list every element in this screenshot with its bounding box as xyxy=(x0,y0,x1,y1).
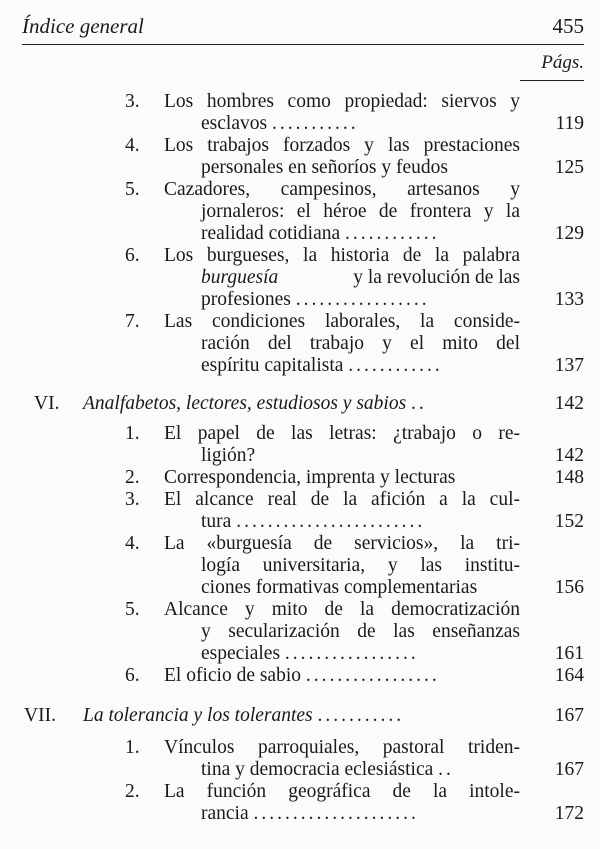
chapter-page: 142 xyxy=(554,393,584,414)
italic-term: burguesía xyxy=(201,267,279,288)
entry-text-line: jornaleros: el héroe de frontera y la xyxy=(201,201,520,222)
entry-page: 125 xyxy=(554,157,584,178)
entry-number: 5. xyxy=(125,179,140,200)
entry-page: 152 xyxy=(554,511,584,532)
entry-text-line: Los burgueses, la historia de la palabra xyxy=(164,245,520,266)
entry-text-line: El papel de las letras: ¿trabajo o re- xyxy=(164,423,520,444)
chapter-roman: VII. xyxy=(24,705,56,726)
entry-page: 142 xyxy=(554,445,584,466)
entry-page: 156 xyxy=(554,577,584,598)
entry-text-line: esclavos ........... xyxy=(201,113,359,134)
running-head xyxy=(22,14,584,45)
entry-number: 7. xyxy=(125,311,140,332)
entry-text-line: personales en señoríos y feudos xyxy=(201,157,448,178)
entry-text-line: ciones formativas complementarias xyxy=(201,577,478,598)
pags-rule xyxy=(520,80,584,81)
entry-text-line: El oficio de sabio ................. xyxy=(164,665,440,686)
entry-number: 2. xyxy=(125,467,140,488)
entry-page: 161 xyxy=(554,643,584,664)
entry-page: 129 xyxy=(554,223,584,244)
running-head-title: Índice general xyxy=(22,14,144,38)
entry-text-line: y secularización de las enseñanzas xyxy=(201,621,520,642)
running-head-page-number: 455 xyxy=(552,14,584,38)
entry-number: 3. xyxy=(125,91,140,112)
entry-text-line: tina y democracia eclesiástica .. xyxy=(201,759,454,780)
entry-number: 1. xyxy=(125,423,140,444)
entry-number: 4. xyxy=(125,533,140,554)
entry-text-line: burguesía y la revolución de las xyxy=(201,267,520,288)
entry-text-line: especiales ................. xyxy=(201,643,419,664)
entry-text-line: La «burguesía de servicios», la tri- xyxy=(164,533,520,554)
entry-text-line: La función geográfica de la intole- xyxy=(164,781,520,802)
entry-text-line: Los hombres como propiedad: siervos y xyxy=(164,91,520,112)
entry-page: 137 xyxy=(554,355,584,376)
entry-text-line: Vínculos parroquiales, pastoral triden- xyxy=(164,737,520,758)
entry-text-line: Cazadores, campesinos, artesanos y xyxy=(164,179,520,200)
pags-label: Págs. xyxy=(541,52,584,73)
entry-text-line: rancia ..................... xyxy=(201,803,419,824)
entry-page: 164 xyxy=(554,665,584,686)
entry-number: 4. xyxy=(125,135,140,156)
entry-page: 133 xyxy=(554,289,584,310)
chapter-title: La tolerancia y los tolerantes ........... xyxy=(83,705,405,726)
entry-number: 5. xyxy=(125,599,140,620)
entry-page: 148 xyxy=(554,467,584,488)
entry-page: 172 xyxy=(554,803,584,824)
entry-number: 6. xyxy=(125,665,140,686)
entry-text-line: espíritu capitalista ............ xyxy=(201,355,443,376)
entry-text-line: ligión? xyxy=(201,445,256,466)
entry-text-line: tura ........................ xyxy=(201,511,426,532)
entry-text-line: Los trabajos forzados y las prestaciones xyxy=(164,135,520,156)
entry-text-line: realidad cotidiana ............ xyxy=(201,223,440,244)
entry-text-line: logía universitaria, y las institu- xyxy=(201,555,520,576)
entry-page: 167 xyxy=(554,759,584,780)
entry-text-line: Correspondencia, imprenta y lecturas xyxy=(164,467,456,488)
entry-text-line: Las condiciones laborales, la conside- xyxy=(164,311,520,332)
entry-text-line: ración del trabajo y el mito del xyxy=(201,333,520,354)
entry-number: 2. xyxy=(125,781,140,802)
chapter-page: 167 xyxy=(554,705,584,726)
entry-text-line: profesiones ................. xyxy=(201,289,430,310)
entry-number: 3. xyxy=(125,489,140,510)
entry-text-line: Alcance y mito de la democratización xyxy=(164,599,520,620)
entry-number: 6. xyxy=(125,245,140,266)
entry-text-line: El alcance real de la afición a la cul- xyxy=(164,489,520,510)
chapter-title: Analfabetos, lectores, estudiosos y sabios .. xyxy=(83,393,427,414)
entry-number: 1. xyxy=(125,737,140,758)
chapter-roman: VI. xyxy=(34,393,60,414)
entry-page: 119 xyxy=(555,113,584,134)
